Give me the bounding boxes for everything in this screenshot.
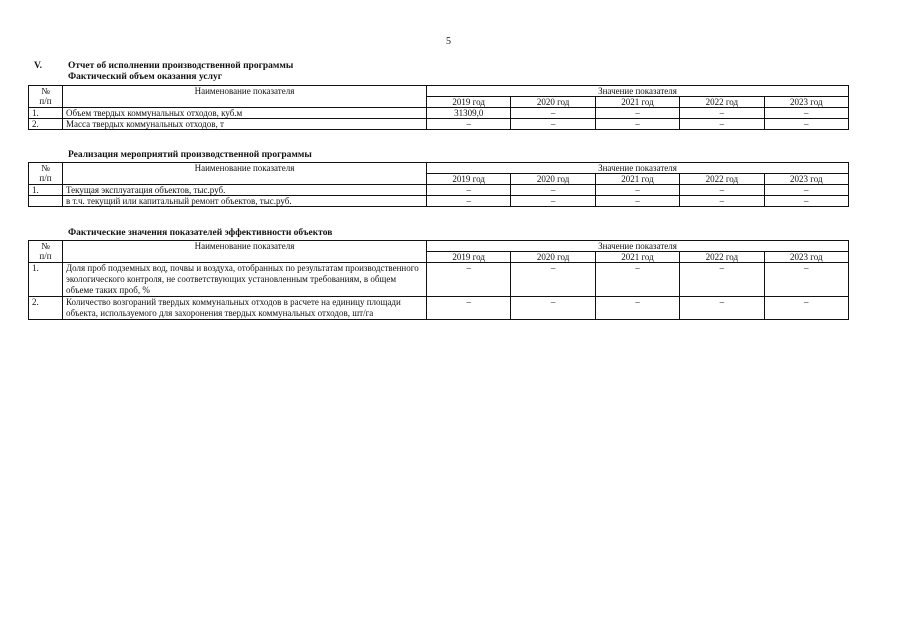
header-year: 2023 год [764, 174, 848, 185]
table-title-activities: Реализация мероприятий производственной программы [68, 150, 312, 160]
row-value: – [511, 297, 595, 320]
header-year: 2021 год [595, 252, 679, 263]
header-year: 2023 год [764, 97, 848, 108]
program-activities-table [28, 162, 849, 207]
row-name: в т.ч. текущий или капитальный ремонт объектов, тыс.руб. [63, 196, 427, 207]
row-num: 1. [29, 185, 63, 196]
header-num-label: п/п [39, 96, 52, 106]
row-value: – [595, 119, 679, 130]
header-year: 2022 год [680, 252, 764, 263]
row-value: – [427, 297, 511, 320]
header-year: 2020 год [511, 174, 595, 185]
row-value: – [595, 297, 679, 320]
page-number: 5 [446, 36, 451, 47]
row-value: – [427, 196, 511, 207]
header-num [29, 241, 63, 263]
row-value: 31309,0 [427, 108, 511, 119]
header-year: 2021 год [595, 174, 679, 185]
row-value: – [511, 108, 595, 119]
row-value: – [680, 263, 764, 297]
row-value: – [680, 185, 764, 196]
header-num-label: п/п [39, 251, 52, 261]
header-num [29, 86, 63, 108]
header-num [29, 163, 63, 185]
row-value: – [511, 263, 595, 297]
header-num-label: п/п [39, 173, 52, 183]
section-heading [34, 61, 293, 71]
header-year: 2020 год [511, 252, 595, 263]
table-row [29, 119, 849, 130]
row-value: – [680, 297, 764, 320]
row-num: 2. [29, 119, 63, 130]
header-year: 2022 год [680, 174, 764, 185]
row-name: Текущая эксплуатация объектов, тыс.руб. [63, 185, 427, 196]
section-number: V. [34, 61, 43, 71]
row-value: – [680, 108, 764, 119]
header-num-symbol: № [41, 163, 50, 173]
row-value: – [680, 196, 764, 207]
header-year: 2019 год [427, 252, 511, 263]
efficiency-indicators-table [28, 240, 849, 320]
header-year: 2023 год [764, 252, 848, 263]
table-row [29, 185, 849, 196]
table-title-services: Фактический объем оказания услуг [68, 72, 223, 82]
row-value: – [595, 263, 679, 297]
row-name: Доля проб подземных вод, почвы и воздуха, отобранных по результатам производственного экологического контроля, не соответствующих установленным требованиям, в общем объеме таких проб, % [63, 263, 427, 297]
row-num [29, 196, 63, 207]
row-value: – [511, 196, 595, 207]
row-value: – [764, 108, 848, 119]
header-value: Значение показателя [427, 86, 849, 97]
row-num: 1. [29, 108, 63, 119]
table-row [29, 108, 849, 119]
table-row [29, 297, 849, 320]
services-volume-table [28, 85, 849, 130]
header-year: 2020 год [511, 97, 595, 108]
table-row [29, 196, 849, 207]
row-name: Масса твердых коммунальных отходов, т [63, 119, 427, 130]
row-value: – [764, 297, 848, 320]
header-value: Значение показателя [427, 241, 849, 252]
row-value: – [764, 263, 848, 297]
row-value: – [595, 108, 679, 119]
row-value: – [427, 119, 511, 130]
row-name: Объем твердых коммунальных отходов, куб.м [63, 108, 427, 119]
row-value: – [680, 119, 764, 130]
header-name: Наименование показателя [63, 163, 427, 185]
row-value: – [595, 196, 679, 207]
table-title-efficiency: Фактические значения показателей эффективности объектов [68, 228, 333, 238]
header-num-symbol: № [41, 241, 50, 251]
row-value: – [511, 119, 595, 130]
row-value: – [511, 185, 595, 196]
header-year: 2019 год [427, 97, 511, 108]
header-year: 2021 год [595, 97, 679, 108]
row-value: – [427, 263, 511, 297]
section-title: Отчет об исполнении производственной программы [68, 61, 294, 71]
row-value: – [427, 185, 511, 196]
row-value: – [764, 185, 848, 196]
row-value: – [595, 185, 679, 196]
row-name: Количество возгораний твердых коммунальных отходов в расчете на единицу площади объекта, используемого для захоронения твердых коммунальных отходов, шт/га [63, 297, 427, 320]
table-row [29, 263, 849, 297]
header-year: 2019 год [427, 174, 511, 185]
row-value: – [764, 196, 848, 207]
row-num: 1. [29, 263, 63, 297]
header-value: Значение показателя [427, 163, 849, 174]
row-value: – [764, 119, 848, 130]
header-name: Наименование показателя [63, 86, 427, 108]
header-name: Наименование показателя [63, 241, 427, 263]
row-num: 2. [29, 297, 63, 320]
header-year: 2022 год [680, 97, 764, 108]
header-num-symbol: № [41, 86, 50, 96]
